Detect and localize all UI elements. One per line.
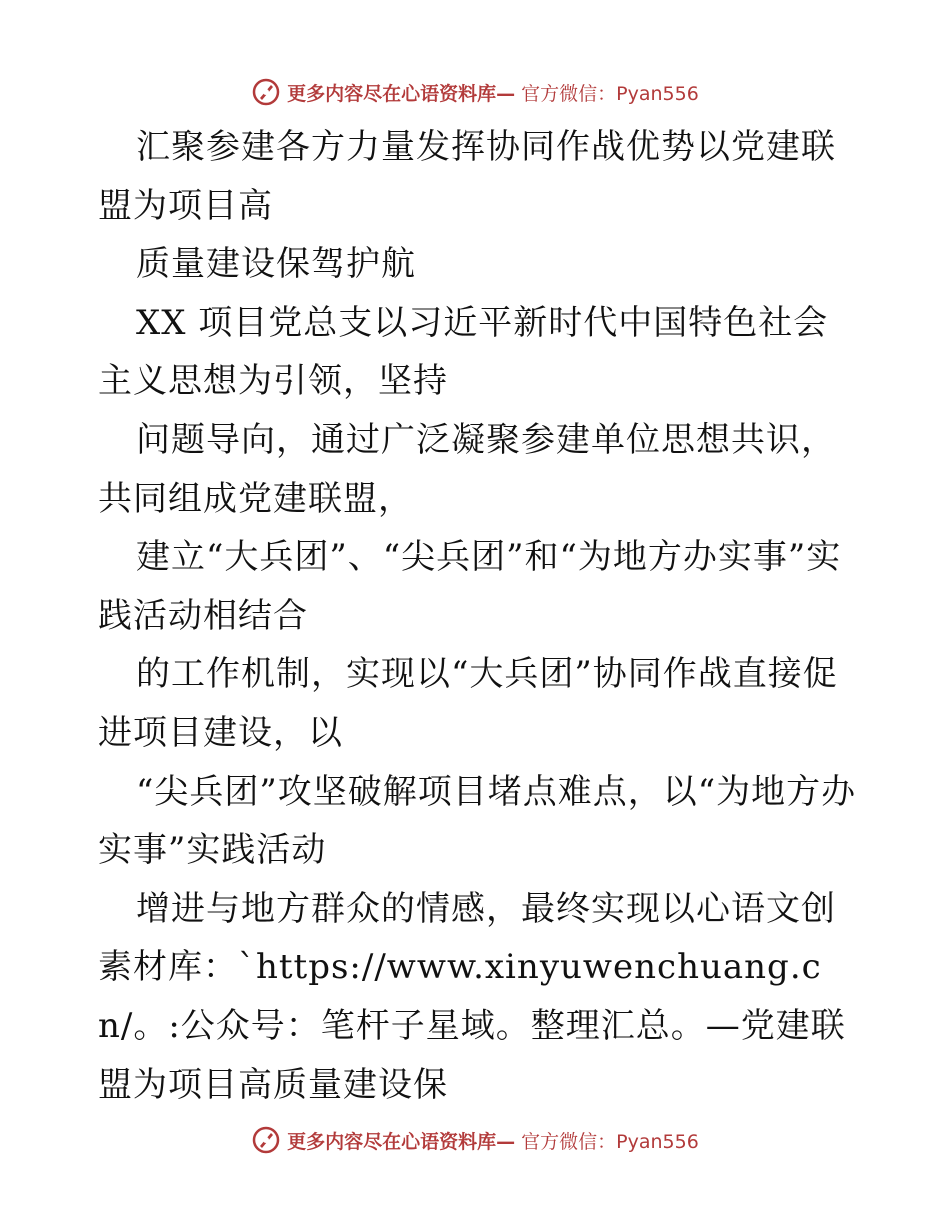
paragraph: 问题导向，通过广泛凝聚参建单位思想共识，共同组成党建联盟， [98,419,836,519]
footer-banner [0,1120,950,1160]
paragraph: XX 项目党总支以习近平新时代中国特色社会主义思想为引领，坚持 [98,302,829,402]
quill-circle-icon [251,1125,281,1155]
paragraph: 汇聚参建各方力量发挥协同作战优势以党建联盟为项目高 [98,127,836,226]
banner-text: 更多内容尽在心语资料库— [287,82,516,105]
paragraph: 的工作机制，实现以“大兵团”协同作战直接促进项目建设，以 [98,654,838,753]
quill-circle-icon [251,77,281,107]
paragraph: “尖兵团”攻坚破解项目堵点难点，以“为地方办实事”实践活动 [98,771,857,871]
banner-text: 更多内容尽在心语资料库— [287,1130,516,1153]
banner-wechat: 官方微信：Pyan556 [521,82,699,105]
banner-wechat: 官方微信：Pyan556 [521,1130,699,1153]
paragraph: 增进与地方群众的情感，最终实现以心语文创素材库：`https://www.xinyuwenchuang.cn/。:公众号：笔杆子星域。整理汇总。—党建联盟为项目高质量建设保 [98,888,846,1105]
paragraph: 建立“大兵团”、“尖兵团”和“为地方办实事”实践活动相结合 [98,537,842,636]
paragraph: 质量建设保驾护航 [136,244,416,285]
document-body [98,118,858,1114]
header-banner [0,72,950,112]
